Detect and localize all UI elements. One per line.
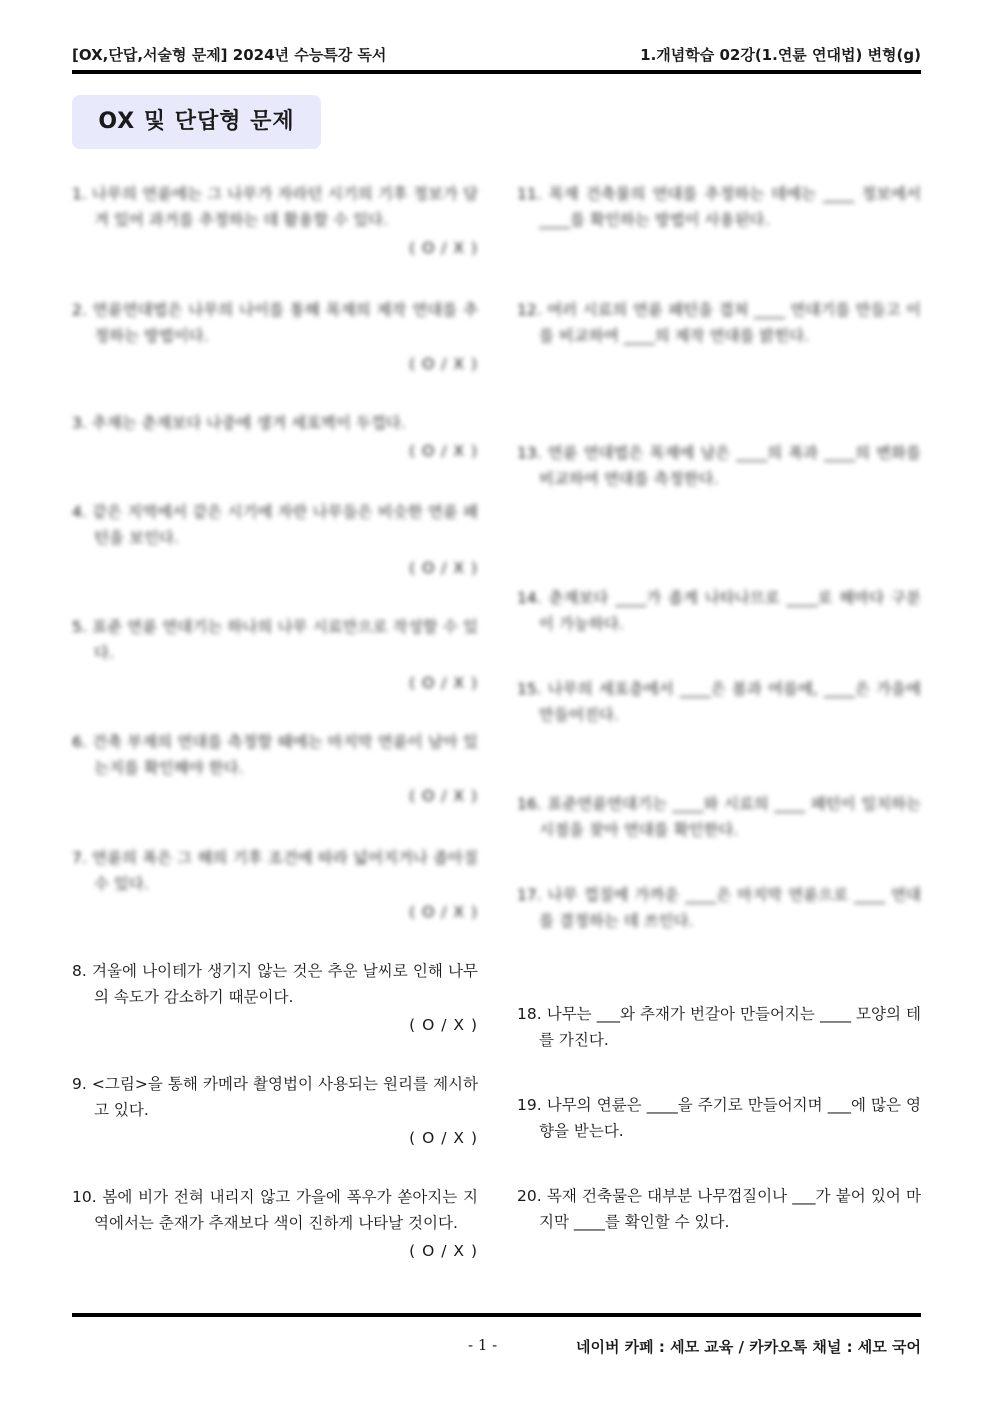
question-number: 20.	[517, 1187, 542, 1205]
question-number: 1.	[72, 185, 87, 203]
question-number: 15.	[517, 680, 542, 698]
ox-mark: ( O / X )	[409, 903, 478, 921]
question-text: 목재 건축물의 연대를 추정하는 데에는 ____ 정보에서 ____를 확인하는 방법이 사용된다.	[539, 185, 921, 229]
question-number: 12.	[517, 301, 542, 319]
question-text: 나무는 ___와 추재가 번갈아 만들어지는 ____ 모양의 테를 가진다.	[539, 1005, 921, 1049]
question-number: 3.	[72, 414, 87, 432]
question-14	[517, 585, 921, 637]
question-number: 10.	[72, 1188, 97, 1206]
question-4	[72, 499, 478, 581]
question-9	[72, 1071, 478, 1151]
ox-mark: ( O / X )	[409, 442, 478, 460]
ox-mark: ( O / X )	[409, 1016, 478, 1034]
footer-rule	[72, 1313, 921, 1317]
question-text: 겨울에 나이테가 생기지 않는 것은 추운 날씨로 인해 나무의 속도가 감소하기 때문이다.	[92, 962, 478, 1006]
question-15	[517, 676, 921, 728]
question-text: 나무의 세포층에서 ____은 봄과 여름에, ____은 가을에 만들어진다.	[539, 680, 921, 724]
question-19	[517, 1092, 921, 1144]
question-text: 표준연륜연대기는 ____와 시료의 ____ 패턴이 일치하는 시점을 찾아 연대를 확인한다.	[539, 795, 921, 839]
question-number: 8.	[72, 962, 87, 980]
question-number: 18.	[517, 1005, 542, 1023]
question-text: 나무 껍질에 가까운 ____은 마지막 연륜으로 ____ 연대를 결정하는 데 쓰인다.	[539, 886, 921, 930]
question-text: <그림>을 통해 카메라 촬영법이 사용되는 원리를 제시하고 있다.	[91, 1075, 478, 1119]
question-number: 13.	[517, 444, 542, 462]
question-text: 건축 부재의 연대를 측정할 때에는 마지막 연륜이 남아 있는지를 확인해야 한다.	[92, 733, 478, 777]
ox-mark: ( O / X )	[409, 787, 478, 805]
question-text: 같은 지역에서 같은 시기에 자란 나무들은 비슷한 연륜 패턴을 보인다.	[92, 503, 478, 547]
question-number: 6.	[72, 733, 87, 751]
question-20	[517, 1183, 921, 1235]
question-number: 7.	[72, 849, 87, 867]
question-text: 추재는 춘재보다 나중에 생겨 세포벽이 두껍다.	[91, 414, 406, 432]
question-number: 11.	[517, 185, 542, 203]
question-5	[72, 614, 478, 696]
question-16	[517, 791, 921, 843]
question-2	[72, 297, 478, 377]
header-rule	[72, 70, 921, 74]
question-11	[517, 181, 921, 233]
question-7	[72, 845, 478, 925]
ox-mark: ( O / X )	[409, 1242, 478, 1260]
question-text: 연륜 연대법은 목재에 남은 ____의 폭과 ____의 변화를 비교하여 연대를 측정한다.	[539, 444, 921, 488]
ox-mark: ( O / X )	[409, 1129, 478, 1147]
question-17	[517, 882, 921, 934]
ox-mark: ( O / X )	[409, 674, 478, 692]
question-text: 나무의 연륜은 ____을 주기로 만들어지며 ___에 많은 영향을 받는다.	[539, 1096, 921, 1140]
question-number: 5.	[72, 618, 87, 636]
ox-mark: ( O / X )	[409, 559, 478, 577]
question-13	[517, 440, 921, 492]
ox-mark: ( O / X )	[409, 355, 478, 373]
section-title: OX 및 단답형 문제	[72, 95, 321, 149]
question-18	[517, 1001, 921, 1053]
question-1	[72, 181, 478, 261]
question-text: 연륜연대법은 나무의 나이를 통해 목재의 제작 연대를 추정하는 방법이다.	[92, 301, 478, 345]
question-text: 춘재보다 ____가 좁게 나타나므로 ____로 해마다 구분이 가능하다.	[539, 589, 922, 633]
question-10	[72, 1184, 478, 1264]
question-3	[72, 410, 478, 464]
question-8	[72, 958, 478, 1038]
question-text: 연륜의 폭은 그 해의 기후 조건에 따라 넓어지거나 좁아질 수 있다.	[92, 849, 478, 893]
question-text: 봄에 비가 전혀 내리지 않고 가을에 폭우가 쏟아지는 지역에서는 춘재가 추재보다 색이 진하게 나타날 것이다.	[94, 1188, 478, 1232]
question-text: 표준 연륜 연대기는 하나의 나무 시료만으로 작성할 수 있다.	[92, 618, 478, 662]
question-6	[72, 729, 478, 809]
footer-credit: 네이버 카페 : 세모 교육 / 카카오톡 채널 : 세모 국어	[575, 1338, 921, 1356]
ox-mark: ( O / X )	[409, 239, 478, 257]
question-number: 19.	[517, 1096, 542, 1114]
question-text: 나무의 연륜에는 그 나무가 자라던 시기의 기후 정보가 담겨 있어 과거를 추정하는 데 활용할 수 있다.	[92, 185, 478, 229]
header-title-left: [OX,단답,서술형 문제] 2024년 수능특강 독서	[72, 46, 387, 64]
question-number: 17.	[517, 886, 542, 904]
page-number: - 1 -	[468, 1336, 498, 1354]
question-number: 14.	[517, 589, 542, 607]
question-number: 9.	[72, 1075, 87, 1093]
question-text: 목재 건축물은 대부분 나무껍질이나 ___가 붙어 있어 마지막 ____를 확인할 수 있다.	[539, 1187, 921, 1231]
question-number: 4.	[72, 503, 87, 521]
question-number: 16.	[517, 795, 542, 813]
question-12	[517, 297, 921, 349]
question-number: 2.	[72, 301, 87, 319]
question-text: 여러 시료의 연륜 패턴을 겹쳐 ____ 연대기를 만들고 이를 비교하여 ____의 제작 연대를 밝힌다.	[539, 301, 921, 345]
header-title-right: 1.개념학습 02강(1.연륜 연대법) 변형(g)	[640, 46, 921, 64]
